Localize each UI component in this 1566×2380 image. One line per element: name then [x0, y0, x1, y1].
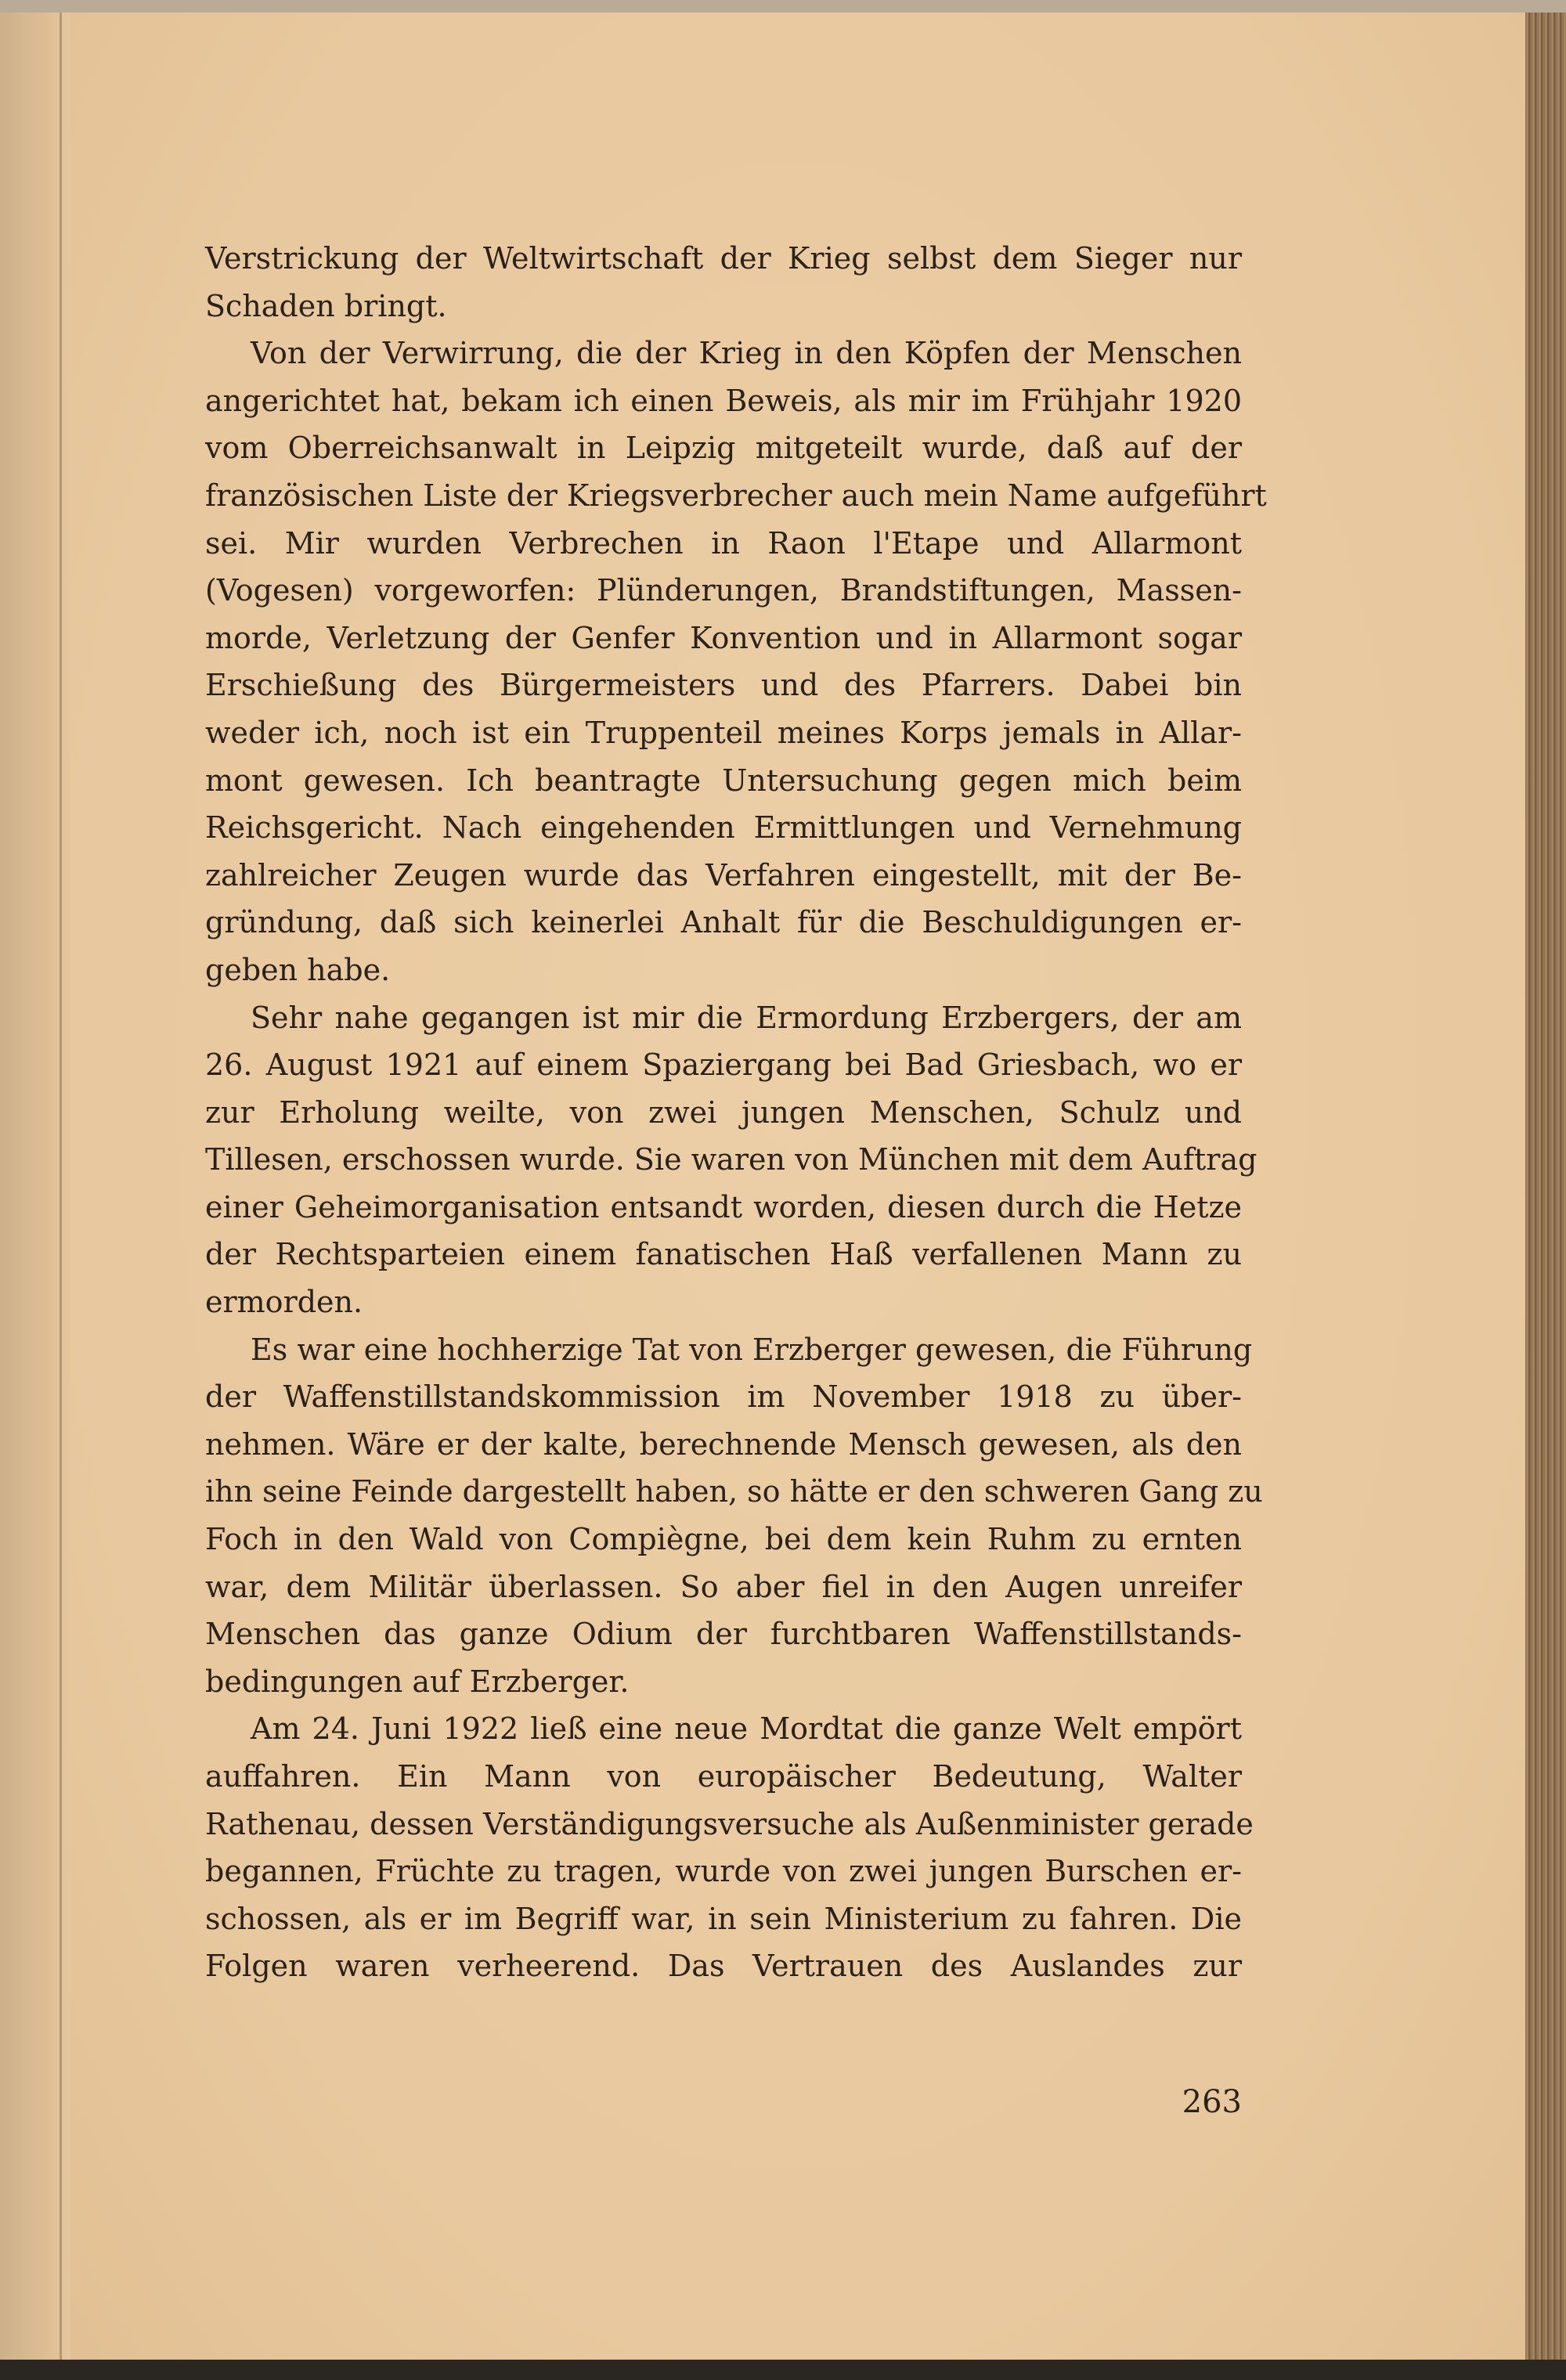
text-line: Erschießung des Bürgermeisters und des Pfarrers. Dabei bin — [205, 668, 1242, 703]
text-line: ihn seine Feinde dargestellt haben, so hätte er den schweren Gang zu — [205, 1474, 1263, 1509]
text-line: zur Erholung weilte, von zwei jungen Menschen, Schulz und — [205, 1094, 1242, 1130]
text-line: Es war eine hochherzige Tat von Erzberger gewesen, die Führung — [251, 1332, 1253, 1367]
scan-top-strip — [0, 0, 1566, 13]
text-line: morde, Verletzung der Genfer Konvention und in Allarmont sogar — [205, 620, 1242, 655]
binding-fold — [60, 13, 62, 2361]
text-line: begannen, Früchte zu tragen, wurde von zwei jungen Burschen er- — [205, 1854, 1242, 1889]
text-line: auffahren. Ein Mann von europäischer Bedeutung, Walter — [205, 1759, 1242, 1794]
page-number: 263 — [1182, 2084, 1242, 2120]
text-line: Menschen das ganze Odium der furchtbaren Waffenstillstands- — [205, 1617, 1242, 1652]
text-line: angerichtet hat, bekam ich einen Beweis, als mir im Frühjahr 1920 — [205, 383, 1242, 418]
text-line: Tillesen, erschossen wurde. Sie waren von München mit dem Auftrag — [205, 1142, 1257, 1177]
text-line: vom Oberreichsanwalt in Leipzig mitgeteilt wurde, daß auf der — [205, 431, 1242, 466]
page-edges — [1525, 13, 1566, 2360]
text-line: bedingungen auf Erzberger. — [205, 1664, 630, 1699]
text-line: mont gewesen. Ich beantragte Untersuchung gegen mich beim — [205, 763, 1242, 798]
text-line: französischen Liste der Kriegsverbrecher auch mein Name aufgeführt — [205, 478, 1267, 513]
text-line: Schaden bringt. — [205, 288, 447, 323]
text-line: Reichsgericht. Nach eingehenden Ermittlungen und Vernehmung — [205, 810, 1242, 846]
text-line: nehmen. Wäre er der kalte, berechnende Mensch gewesen, als den — [205, 1426, 1242, 1462]
text-line: Foch in den Wald von Compiègne, bei dem kein Ruhm zu ernten — [205, 1522, 1242, 1557]
text-line: ermorden. — [205, 1285, 363, 1320]
text-line: Verstrickung der Weltwirtschaft der Krieg selbst dem Sieger nur — [205, 241, 1242, 276]
body-text — [205, 235, 1267, 1990]
scan-bottom-strip — [0, 2360, 1566, 2380]
text-line: geben habe. — [205, 952, 391, 987]
text-line: der Rechtsparteien einem fanatischen Haß verfallenen Mann zu — [205, 1237, 1242, 1272]
text-line: weder ich, noch ist ein Truppenteil meines Korps jemals in Allar- — [205, 715, 1242, 750]
text-line: Folgen waren verheerend. Das Vertrauen des Auslandes zur — [205, 1949, 1242, 1984]
text-line: (Vogesen) vorgeworfen: Plünderungen, Brandstiftungen, Massen- — [205, 573, 1242, 608]
text-line: 26. August 1921 auf einem Spaziergang bei Bad Griesbach, wo er — [205, 1048, 1242, 1083]
text-line: einer Geheimorganisation entsandt worden, diesen durch die Hetze — [205, 1189, 1242, 1224]
text-line: gründung, daß sich keinerlei Anhalt für die Beschuldigungen er- — [205, 905, 1242, 940]
text-line: Rathenau, dessen Verständigungsversuche als Außenminister gerade — [205, 1806, 1254, 1841]
text-line: sei. Mir wurden Verbrechen in Raon l'Etape und Allarmont — [205, 525, 1242, 561]
text-line: war, dem Militär überlassen. So aber fiel in den Augen unreifer — [205, 1569, 1242, 1604]
text-line: Sehr nahe gegangen ist mir die Ermordung Erzbergers, der am — [251, 1000, 1242, 1035]
text-line: Am 24. Juni 1922 ließ eine neue Mordtat die ganze Welt empört — [251, 1711, 1242, 1747]
text-line: der Waffenstillstandskommission im November 1918 zu über- — [205, 1379, 1242, 1415]
text-line: Von der Verwirrung, die der Krieg in den Köpfen der Menschen — [251, 336, 1242, 371]
text-line: zahlreicher Zeugen wurde das Verfahren eingestellt, mit der Be- — [205, 857, 1242, 892]
text-line: schossen, als er im Begriff war, in sein Ministerium zu fahren. Die — [205, 1901, 1242, 1936]
